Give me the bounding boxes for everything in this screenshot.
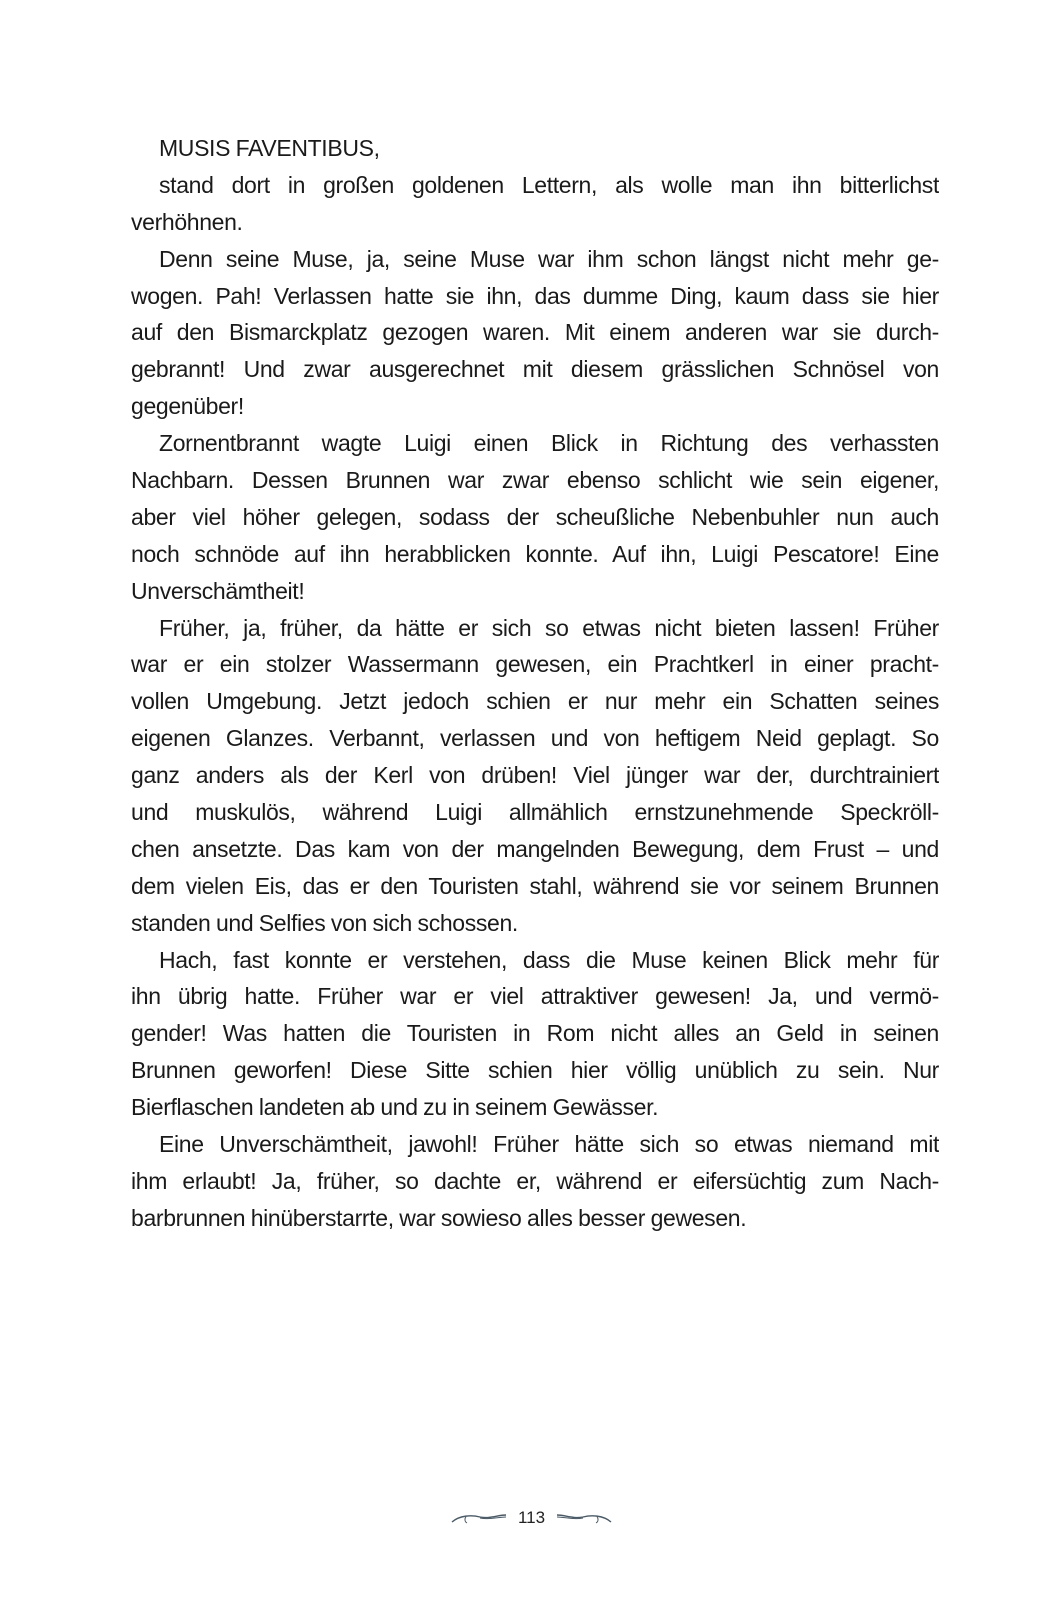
text-line: ihn übrig hatte. Früher war er viel attraktiver gewesen! Ja, und vermö- [131,983,939,1010]
text-line: gebrannt! Und zwar ausgerechnet mit diesem grässlichen Schnösel von [131,356,939,383]
text-line: Zornentbrannt wagte Luigi einen Blick in Richtung des verhassten [159,430,939,457]
swash-ornament-left-icon [450,1511,508,1525]
text-line: Unverschämtheit! [131,577,305,604]
text-line: dem vielen Eis, das er den Touristen stahl, während sie vor seinem Brunnen [131,872,939,899]
text-line: aber viel höher gelegen, sodass der scheußliche Nebenbuhler nun auch [131,503,939,530]
text-line: auf den Bismarckplatz gezogen waren. Mit einem anderen war sie durch- [131,319,939,346]
text-line: war er ein stolzer Wassermann gewesen, ein Prachtkerl in einer pracht- [131,651,939,678]
text-line: wogen. Pah! Verlassen hatte sie ihn, das dumme Ding, kaum dass sie hier [131,282,939,309]
text-line: eigenen Glanzes. Verbannt, verlassen und von heftigem Neid geplagt. So [131,725,939,752]
text-line: standen und Selfies von sich schossen. [131,909,518,936]
text-line: Denn seine Muse, ja, seine Muse war ihm schon längst nicht mehr ge- [159,245,939,272]
text-line: Brunnen geworfen! Diese Sitte schien hier völlig unüblich zu sein. Nur [131,1057,939,1084]
text-line: stand dort in großen goldenen Lettern, als wolle man ihn bitterlichst [159,171,939,198]
text-line: chen ansetzte. Das kam von der mangelnden Bewegung, dem Frust – und [131,835,939,862]
swash-ornament-right-icon [555,1511,613,1525]
text-line: Eine Unverschämtheit, jawohl! Früher hätte sich so etwas niemand mit [159,1131,939,1158]
text-line: gegenüber! [131,393,244,420]
text-line: verhöhnen. [131,208,243,235]
text-line: vollen Umgebung. Jetzt jedoch schien er nur mehr ein Schatten seines [131,688,939,715]
text-line: barbrunnen hinüberstarrte, war sowieso alles besser gewesen. [131,1204,747,1231]
text-line: und muskulös, während Luigi allmählich ernstzunehmende Speckröll- [131,799,939,826]
text-line: noch schnöde auf ihn herabblicken konnte. Auf ihn, Luigi Pescatore! Eine [131,540,939,567]
text-line: gender! Was hatten die Touristen in Rom nicht alles an Geld in seinen [131,1020,939,1047]
text-line: ganz anders als der Kerl von drüben! Viel jünger war der, durchtrainiert [131,762,939,789]
page-body-text [131,130,939,1237]
page-number: 113 [517,1508,546,1527]
text-line: Hach, fast konnte er verstehen, dass die Muse keinen Blick mehr für [159,946,939,973]
page-footer [0,1508,1063,1528]
text-line: MUSIS FAVENTIBUS, [159,135,380,161]
text-line: Bierflaschen landeten ab und zu in seinem Gewässer. [131,1094,659,1121]
text-line: ihm erlaubt! Ja, früher, so dachte er, während er eifersüchtig zum Nach- [131,1167,939,1194]
text-line: Früher, ja, früher, da hätte er sich so etwas nicht bieten lassen! Früher [159,614,939,641]
text-line: Nachbarn. Dessen Brunnen war zwar ebenso schlicht wie sein eigener, [131,467,939,494]
